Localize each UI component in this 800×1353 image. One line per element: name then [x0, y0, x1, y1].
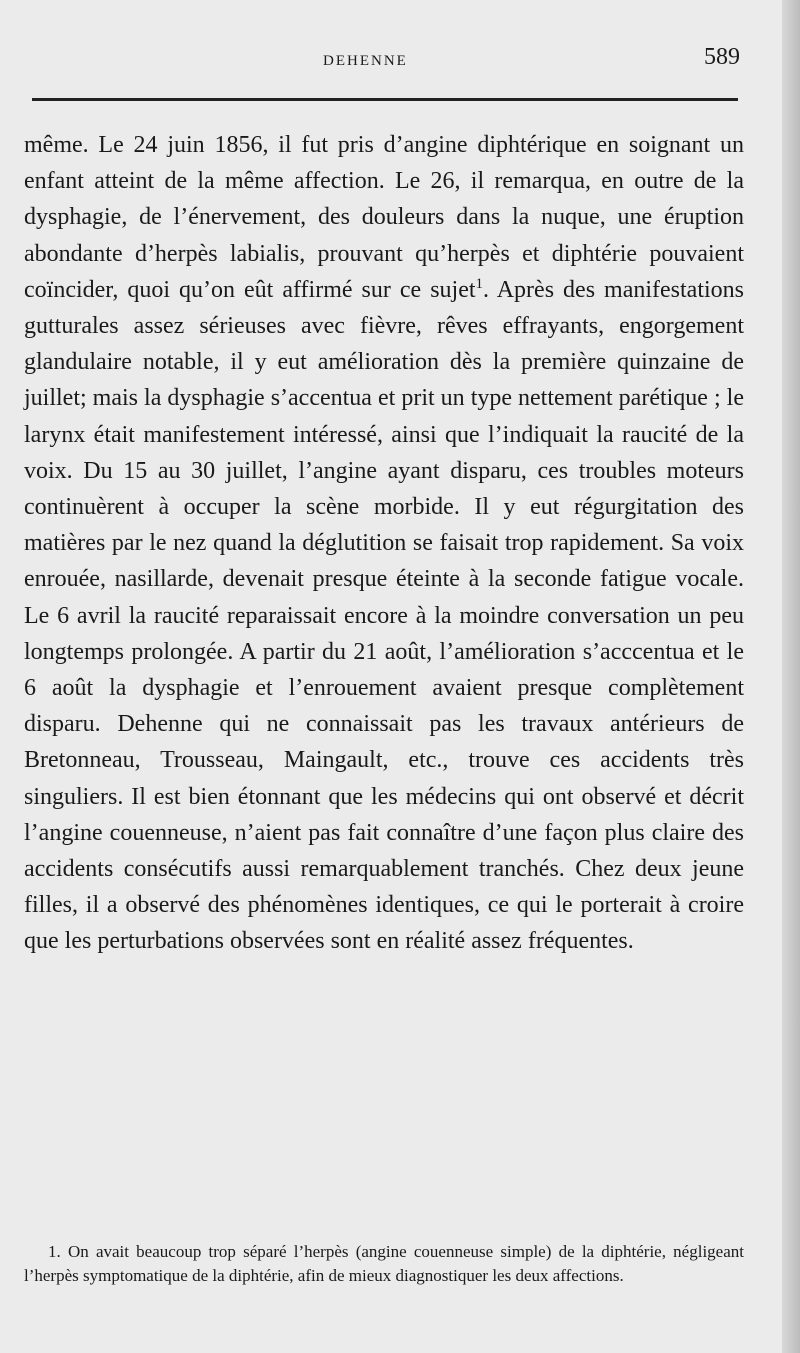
page-edge-shadow — [782, 0, 800, 1353]
footnote: 1. On avait beaucoup trop séparé l’herpès (angine couenneuse simple) de la diphtérie, négligeant l’herpès symptomatique de la diphtérie, afin de mieux diagnostiquer les deux affections. — [24, 1242, 744, 1285]
page-number: 589 — [704, 44, 740, 70]
body-text-after-note: . Après des manifestations gutturales assez sérieuses avec fièvre, rêves effrayants, engorgement glandulaire notable, il y eut amélioration dès la première quinzaine de juillet; mais la dysphagie s’accentua et prit un type nettement parétique ; le larynx était manifestement intéressé, ainsi que l’indiquait la raucité de la voix. Du 15 au 30 juillet, l’angine ayant disparu, ces troubles moteurs continuèrent à occuper la scène morbide. Il y eut régurgitation des matières par le nez quand la déglutition se faisait trop rapidement. Sa voix enrouée, nasillarde, devenait presque éteinte à la seconde fatigue vocale. Le 6 avril la raucité reparaissait encore à la moindre conversation un peu longtemps prolongée. A partir du 21 août, l’amélioration s’acccentua et le 6 août la dysphagie et l’enrouement avaient presque complètement disparu. Dehenne qui ne connaissait pas les travaux antérieurs de Bretonneau, Trousseau, Maingault, etc., trouve ces accidents très singuliers. Il est bien étonnant que les médecins qui ont observé et décrit l’angine couenneuse, n’aient pas fait connaître d’une façon plus claire des accidents consécutifs aussi remarquablement tranchés. Chez deux jeune filles, il a observé des phénomènes identiques, ce qui le porterait à croire que les perturbations observées sont en réalité assez fréquentes. — [24, 276, 745, 955]
body-paragraph — [24, 127, 744, 960]
footnote-reference[interactable]: 1 — [475, 275, 484, 292]
running-head: DEHENNE — [323, 53, 408, 69]
header-rule — [32, 98, 738, 101]
body-text-before-note: même. Le 24 juin 1856, il fut pris d’angine diphtérique en soignant un enfant atteint de la même affection. Le 26, il remarqua, en outre de la dysphagie, de l’énervement, des douleurs dans la nuque, une éruption abondante d’herpès labialis, prouvant qu’herpès et diphtérie pouvaient coïncider, quoi qu’on eût affirmé sur ce sujet — [24, 132, 744, 303]
